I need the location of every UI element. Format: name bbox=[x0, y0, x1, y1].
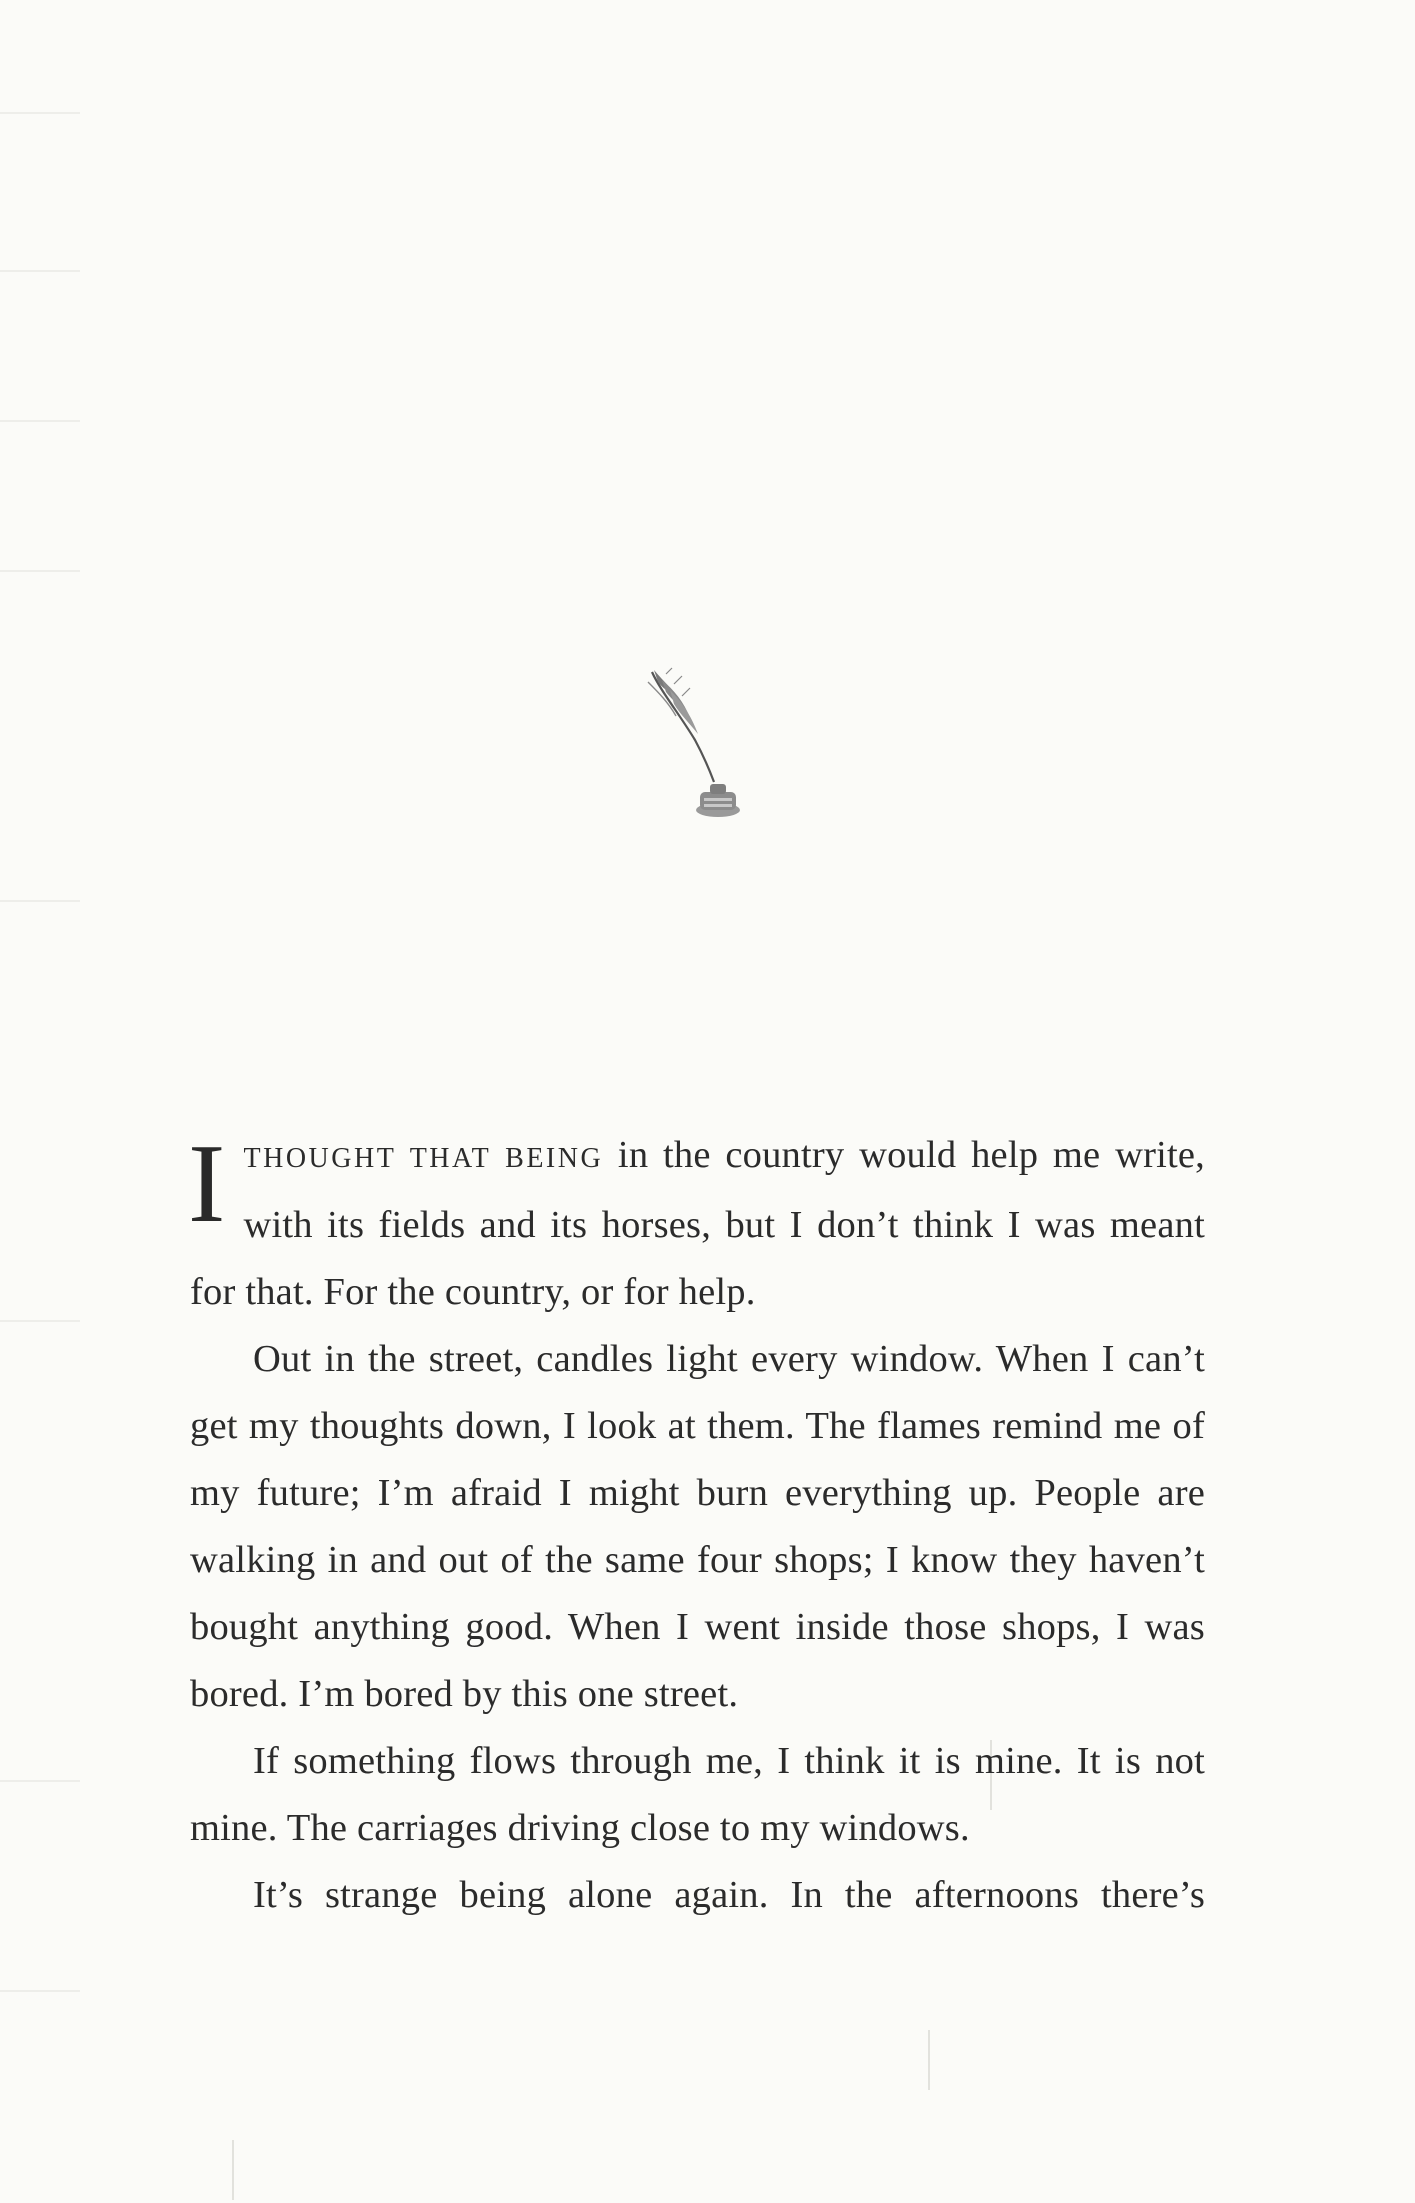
scan-mark bbox=[928, 2030, 930, 2090]
paragraph-2: Out in the street, candles light every window. When I can’t get my thoughts down, I look at them. The flames remind me of my future; I’m afraid I might burn everything up. People are walking in and out of the same four shops; I know they haven’t bought anything good. When I went inside those shops, I was bored. I’m bored by this one street. bbox=[190, 1338, 1205, 1715]
show-through-line bbox=[0, 1780, 80, 1782]
paragraph-3: If something flows through me, I think it is mine. It is not mine. The carriages driving close to my windows. bbox=[190, 1740, 1205, 1849]
drop-cap: I bbox=[188, 1122, 226, 1246]
show-through-line bbox=[0, 900, 80, 902]
scan-mark bbox=[232, 2140, 234, 2200]
page-body-text bbox=[190, 1122, 1205, 1929]
show-through-line bbox=[0, 570, 80, 572]
paragraph-1 bbox=[190, 1122, 1205, 1326]
paragraph-4: It’s strange being alone again. In the afternoons there’s bbox=[253, 1874, 1205, 1916]
show-through-line bbox=[0, 270, 80, 272]
paragraph-1-text: in the country would help me write, with its fields and its horses, but I don’t think I was meant for that. For the country, or for help. bbox=[190, 1134, 1205, 1313]
show-through-line bbox=[0, 1320, 80, 1322]
quill-and-inkwell-icon bbox=[640, 660, 760, 830]
show-through-line bbox=[0, 112, 80, 114]
lead-small-caps: THOUGHT THAT BEING bbox=[243, 1143, 604, 1174]
show-through-line bbox=[0, 420, 80, 422]
show-through-line bbox=[0, 1990, 80, 1992]
